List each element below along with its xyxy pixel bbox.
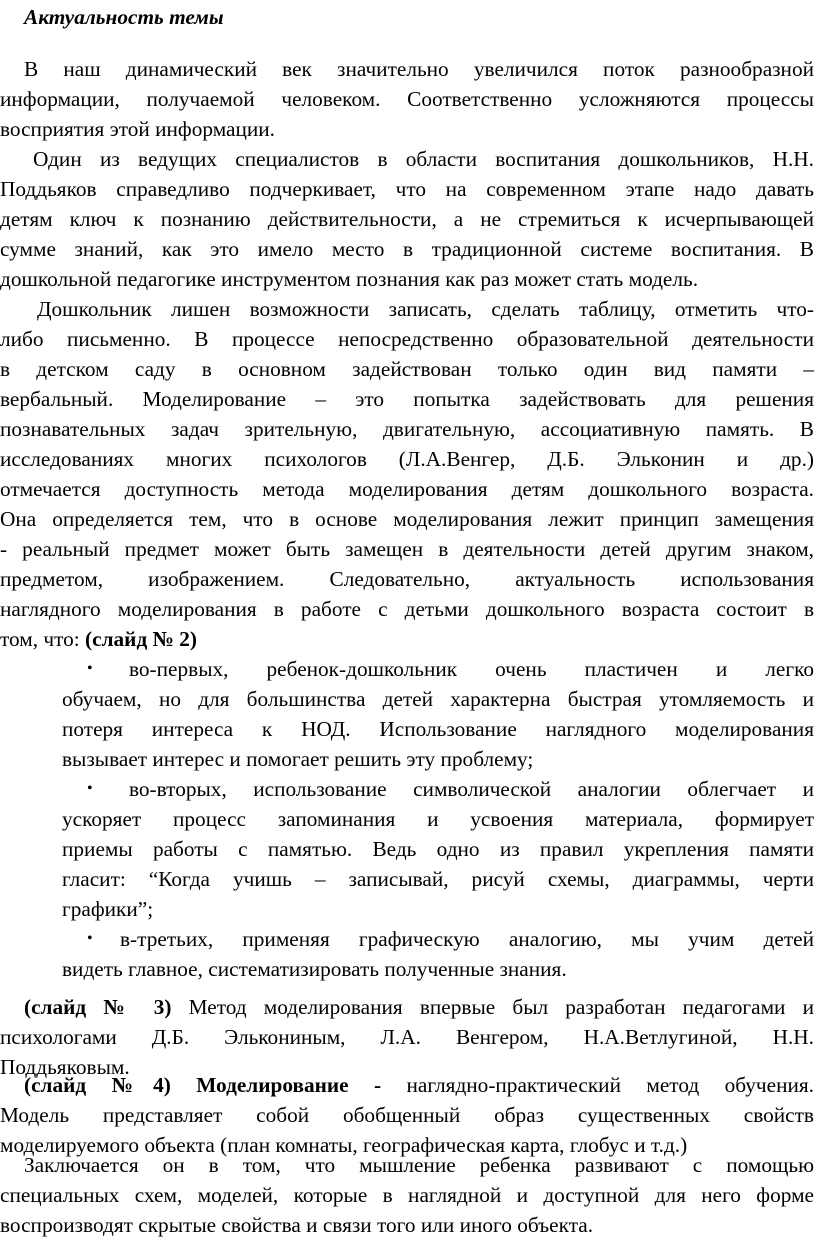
- text-line: моделируемого объекта (план комнаты, географическая карта, глобус и т.д.): [0, 1133, 688, 1157]
- text-line: в детском саду в основном задействован только один вид памяти –: [0, 357, 814, 381]
- text-line: познавательных задач зрительную, двигательную, ассоциативную память. В: [0, 417, 814, 441]
- slide-reference: (слайд № 3): [24, 995, 172, 1019]
- text-line: сумме знаний, как это имело место в традиционной системе воспитания. В: [0, 237, 814, 261]
- text-line: Заключается он в том, что мышление ребенка развивают с помощью: [24, 1153, 814, 1177]
- text-line: дошкольной педагогике инструментом познания как раз может стать модель.: [0, 267, 699, 291]
- text-line: графики”;: [62, 897, 154, 921]
- text-line: детям ключ к познанию действительности, а не стремиться к исчерпывающей: [0, 207, 814, 231]
- text-line: приемы работы с памятью. Ведь одно из правил укрепления памяти: [62, 837, 814, 861]
- text-line: психологами Д.Б. Элькониным, Л.А. Венгером, Н.А.Ветлугиной, Н.Н.: [0, 1025, 814, 1049]
- text-line: воспроизводят скрытые свойства и связи того или иного объекта.: [0, 1213, 594, 1237]
- text-line: гласит: “Когда учишь – записывай, рисуй схемы, диаграммы, черти: [62, 867, 814, 891]
- slide-reference: (слайд №4) Моделирование -: [24, 1073, 382, 1097]
- text-line: видеть главное, систематизировать полученные знания.: [62, 957, 567, 981]
- text-line: восприятия этой информации.: [0, 117, 276, 141]
- text-line: информации, получаемой человеком. Соответственно усложняются процессы: [0, 87, 814, 111]
- text-line: Дошкольник лишен возможности записать, сделать таблицу, отметить что-: [37, 297, 814, 321]
- text-line: вербальный. Моделирование – это попытка задействовать для решения: [0, 387, 814, 411]
- text-line: ускоряет процесс запоминания и усвоения материала, формирует: [62, 807, 814, 831]
- text-line: В наш динамический век значительно увеличился поток разнообразной: [24, 57, 814, 81]
- text-line: [24, 1070, 814, 1100]
- bullet-marker: •: [87, 780, 93, 797]
- text-line: - реальный предмет может быть замещен в деятельности детей другим знаком,: [0, 537, 814, 561]
- text-line: во-вторых, использование символической аналогии облегчает и: [129, 777, 814, 801]
- text-line: наглядного моделирования в работе с детьми дошкольного возраста состоит в: [0, 597, 814, 621]
- text-line: потеря интереса к НОД. Использование наглядного моделирования: [62, 717, 814, 741]
- text-fragment: Метод моделирования впервые был разработан педагогами и: [171, 995, 814, 1019]
- text-line: вызывает интерес и помогает решить эту проблему;: [62, 747, 534, 771]
- text-line: [24, 992, 814, 1022]
- text-line: Она определяется тем, что в основе моделирования лежит принцип замещения: [0, 507, 814, 531]
- text-line: Один из ведущих специалистов в области воспитания дошкольников, Н.Н.: [33, 147, 814, 171]
- text-fragment: наглядно-практический метод обучения.: [381, 1073, 814, 1097]
- text-line: специальных схем, моделей, которые в наглядной и доступной для него форме: [0, 1183, 814, 1207]
- bullet-marker: •: [87, 660, 93, 677]
- text-line: обучаем, но для большинства детей характерна быстрая утомляемость и: [62, 687, 814, 711]
- text-line: Поддьяковым.: [0, 1055, 130, 1079]
- text-line: исследованиях многих психологов (Л.А.Венгер, Д.Б. Эльконин и др.): [0, 447, 814, 471]
- text-fragment: том, что:: [0, 627, 86, 651]
- text-line: отмечается доступность метода моделирования детям дошкольного возраста.: [0, 477, 814, 501]
- text-line: в-третьих, применяя графическую аналогию, мы учим детей: [120, 927, 814, 951]
- text-line: во-первых, ребенок-дошкольник очень пластичен и легко: [129, 657, 814, 681]
- text-line: либо письменно. В процессе непосредственно образовательной деятельности: [0, 327, 814, 351]
- text-line: [0, 624, 197, 654]
- slide-reference: (слайд № 2): [85, 627, 198, 651]
- text-line: Модель представляет собой обобщенный образ существенных свойств: [0, 1103, 814, 1127]
- bullet-marker: •: [87, 930, 93, 947]
- text-line: Поддьяков справедливо подчеркивает, что на современном этапе надо давать: [0, 177, 814, 201]
- text-line: предметом, изображением. Следовательно, актуальность использования: [0, 567, 814, 591]
- section-title: Актуальность темы: [24, 5, 224, 29]
